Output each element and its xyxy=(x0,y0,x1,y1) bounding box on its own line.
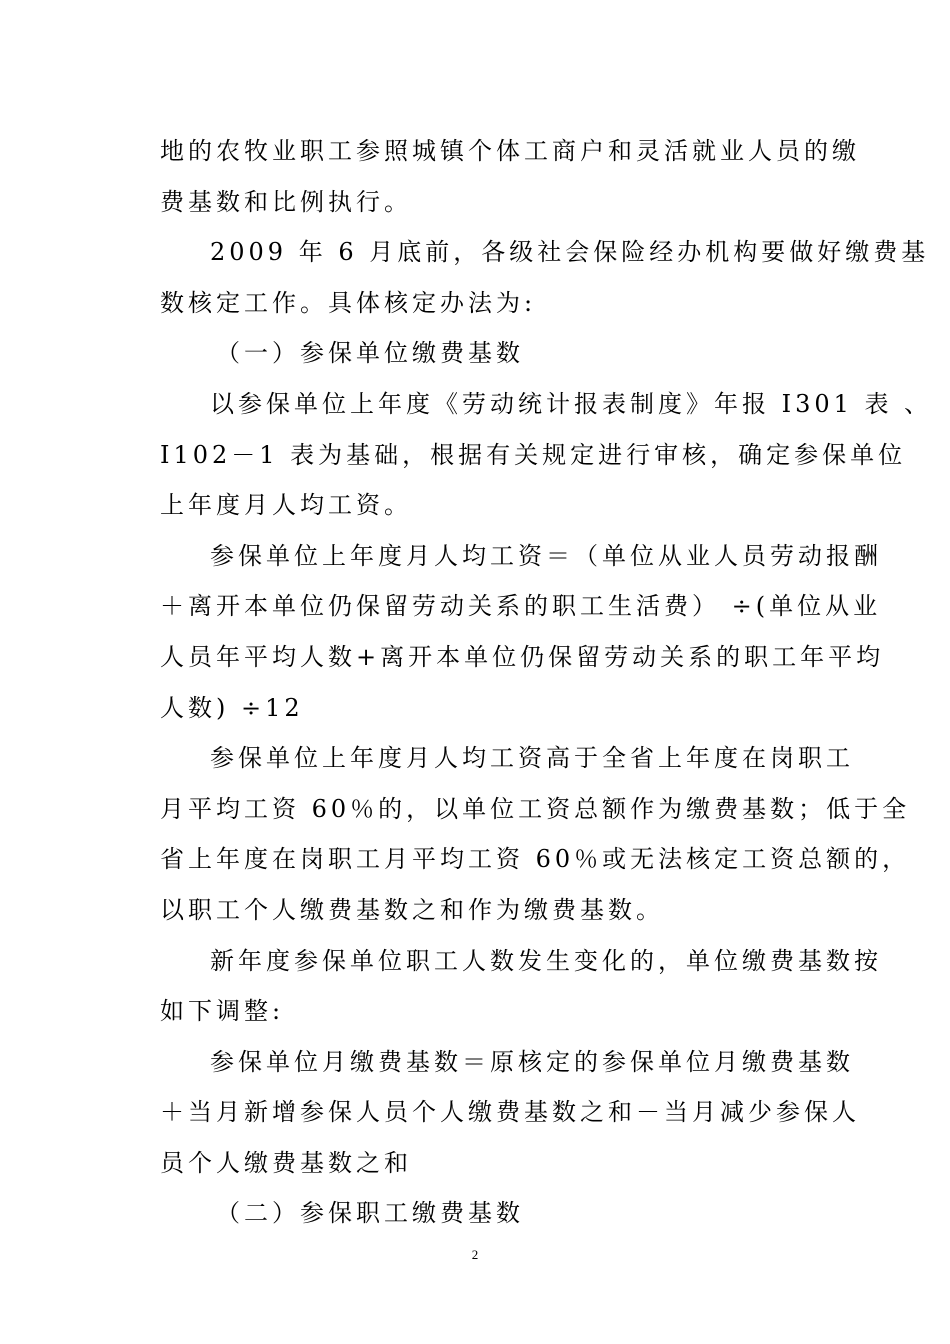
formula-line: 人数) ÷12 xyxy=(160,693,304,722)
text-line: 如下调整: xyxy=(160,997,285,1026)
section-heading: （二）参保职工缴费基数 xyxy=(216,1199,524,1228)
text-line: 参保单位上年度月人均工资高于全省上年度在岗职工 xyxy=(210,744,854,773)
text-line: 2009 年 6 月底前，各级社会保险经办机构要做好缴费基 xyxy=(210,238,930,267)
text-line: 以职工个人缴费基数之和作为缴费基数。 xyxy=(160,895,664,924)
text-line: I102－1 表为基础，根据有关规定进行审核，确定参保单位 xyxy=(160,440,907,469)
text-line: 新年度参保单位职工人数发生变化的，单位缴费基数按 xyxy=(210,946,882,975)
formula-line: ＋离开本单位仍保留劳动关系的职工生活费） ÷(单位从业 xyxy=(160,592,882,621)
text-line: 地的农牧业职工参照城镇个体工商户和灵活就业人员的缴 xyxy=(160,137,860,165)
body-text xyxy=(160,126,933,1239)
text-line: 省上年度在岗职工月平均工资 60％或无法核定工资总额的， xyxy=(160,845,911,874)
formula-line: 人员年平均人数+离开本单位仍保留劳动关系的职工年平均 xyxy=(160,642,885,671)
formula-line: 参保单位上年度月人均工资＝（单位从业人员劳动报酬 xyxy=(210,541,882,570)
section-heading: （一）参保单位缴费基数 xyxy=(216,339,524,368)
formula-line: 员个人缴费基数之和 xyxy=(160,1148,412,1177)
text-line: 费基数和比例执行。 xyxy=(160,187,412,216)
formula-line: 参保单位月缴费基数＝原核定的参保单位月缴费基数 xyxy=(210,1047,854,1076)
text-line: 月平均工资 60％的，以单位工资总额作为缴费基数；低于全 xyxy=(160,794,911,823)
formula-line: ＋当月新增参保人员个人缴费基数之和－当月减少参保人 xyxy=(160,1098,860,1127)
text-line: 上年度月人均工资。 xyxy=(160,491,412,520)
text-line: 以参保单位上年度《劳动统计报表制度》年报 I301 表 、 xyxy=(210,389,933,418)
text-line: 数核定工作。具体核定办法为: xyxy=(160,288,537,317)
page-number: 2 xyxy=(471,1247,479,1262)
